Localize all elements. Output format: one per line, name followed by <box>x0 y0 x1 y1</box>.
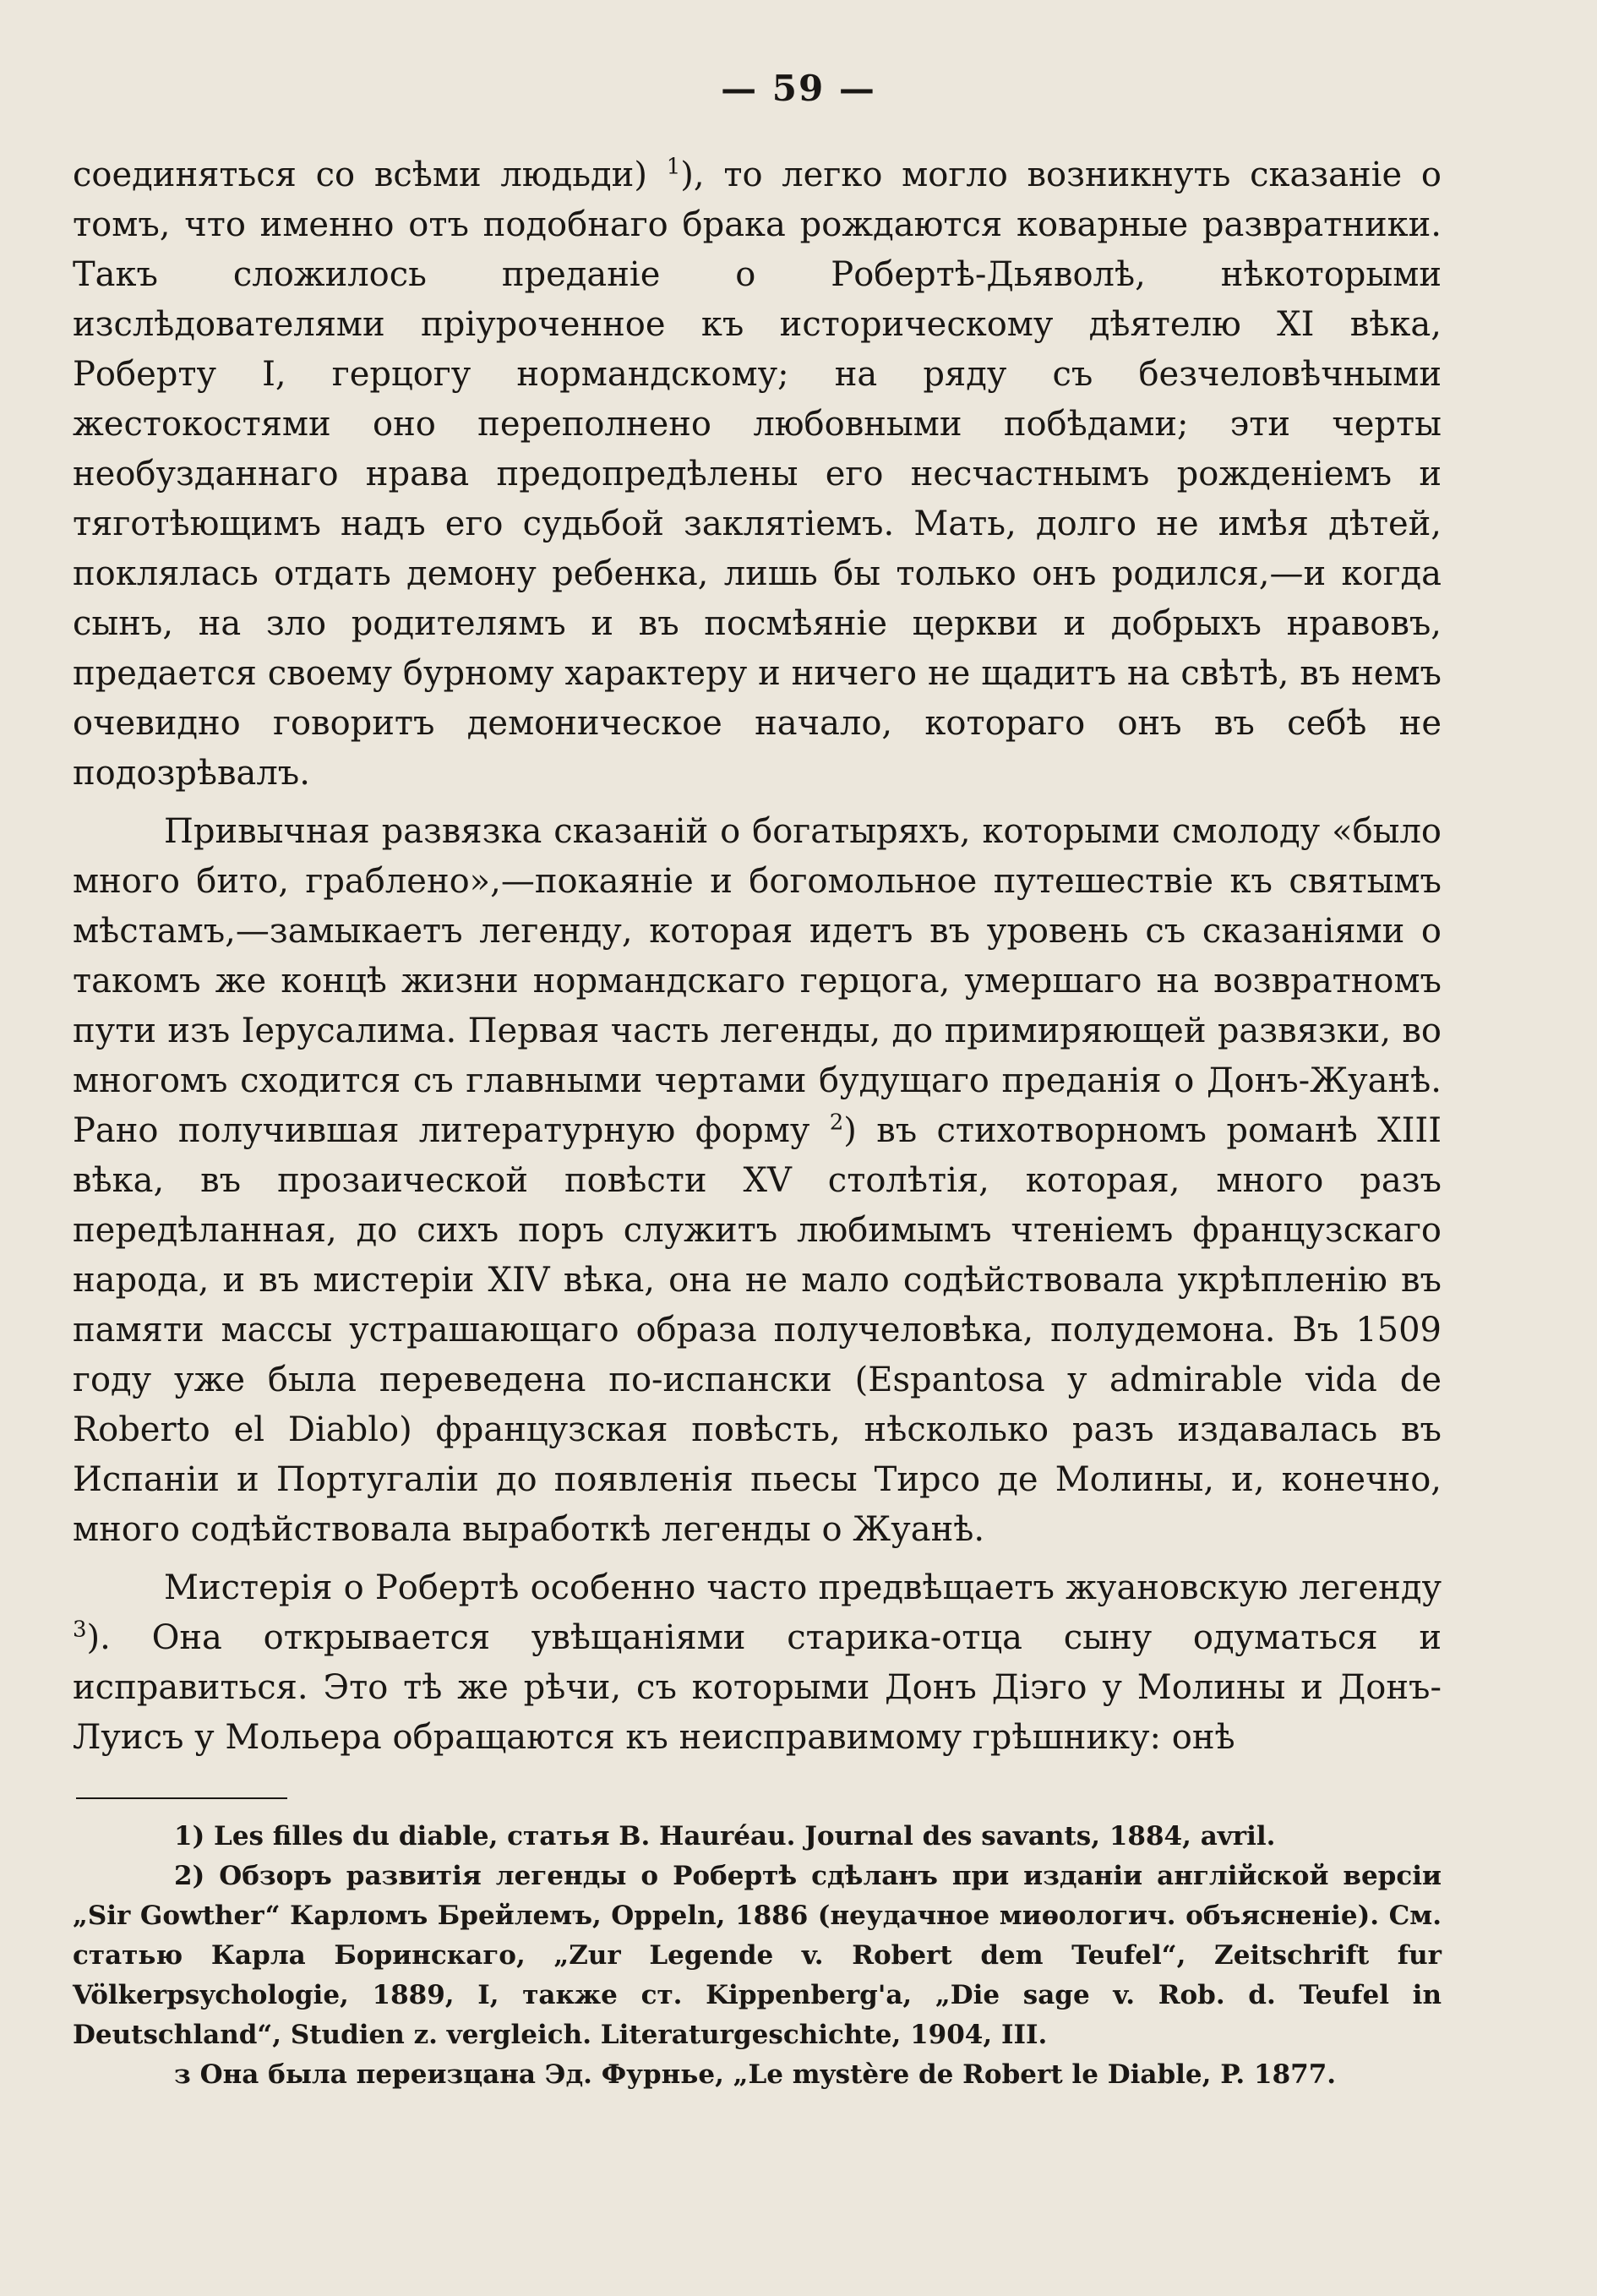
footnote-ref: 3 <box>73 1617 87 1643</box>
paragraph-text: , то легко могло возникнуть сказаніе о томъ, что именно отъ подобнаго брака рождаются коварные развратники. Такъ сложилось преданіе о Робертѣ-Дьяволѣ, нѣкоторыми изслѣдователями пріуроченное къ историческому дѣятелю XI вѣка, Роберту I, герцогу нормандскому; на ряду съ безчеловѣчными жестокостями оно переполнено любовными побѣдами; эти черты необузданнаго нрава предопредѣлены его несчастнымъ рожденіемъ и тяготѣющимъ надъ его судьбой заклятіемъ. Мать, долго не имѣя дѣтей, поклялась отдать демону ребенка, лишь бы только онъ родился,—и когда сынъ, на зло родителямъ и въ посмѣяніе церкви и добрыхъ нравовъ, предается своему бурному характеру и ничего не щадитъ на свѣтѣ, въ немъ очевидно говоритъ демоническое начало, котораго онъ въ себѣ не подозрѣвалъ. <box>73 155 1442 793</box>
paragraph: соединяться со всѣми людьди) $^1$), то легко могло возникнуть сказаніе о томъ, что именно отъ подобнаго брака рождаются коварные развратники. Такъ сложилось преданіе о Робертѣ-Дьяволѣ, нѣкоторыми изслѣдователями пріуроченное къ историческому дѣятелю XI вѣка, Роберту I, герцогу нормандскому; на ряду съ безчеловѣчными жестокостями оно переполнено любовными побѣдами; эти черты необузданнаго нрава предопредѣлены его несчастнымъ рожденіемъ и тяготѣющимъ надъ его судьбой заклятіемъ. Мать, долго не имѣя дѣтей, поклялась отдать демону ребенка, лишь бы только онъ родился,—и когда сынъ, на зло родителямъ и въ посмѣяніе церкви и добрыхъ нравовъ, предается своему бурному характеру и ничего не щадитъ на свѣтѣ, въ немъ очевидно говоритъ демоническое начало, котораго онъ въ себѣ не подозрѣвалъ. <box>73 154 1442 793</box>
footnote: 2) Обзоръ развитія легенды о Робертѣ сдѣланъ при изданіи англійской версіи „Sir Gowther“ Карломъ Брейлемъ, Oppeln, 1886 (неудачное миѳологич. объясненіе). См. статью Карла Боринскаго, „Zur Legende v. Robert dem Teufel“, Zeitschrift fur Völkerpsychologie, 1889, I, также ст. Kippenberg'a, „Die sage v. Rob. d. Teufel in Deutschland“, Studien z. vergleich. Literaturgeschichte, 1904, III. <box>73 1861 1442 2050</box>
footnote-ref: 1 <box>666 154 681 180</box>
paragraph-text: Привычная развязка сказаній о богатыряхъ, которыми смолоду «было много бито, граблено»,—покаяніе и богомольное путешествіе къ святымъ мѣстамъ,—замыкаетъ легенду, которая идетъ въ уровень съ сказаніями о такомъ же концѣ жизни нормандскаго герцога, умершаго на возвратномъ пути изъ Іерусалима. Первая часть легенды, до примиряющей развязки, во многомъ сходится съ главными чертами будущаго преданія о Донъ-Жуанѣ. Рано получившая литературную форму <box>73 812 1442 1150</box>
paragraph-text: . Она открывается увѣщаніями старика-отца сыну одуматься и исправиться. Это тѣ же рѣчи, съ которыми Донъ Діэго у Молины и Донъ-Луисъ у Мольера обращаются къ неисправимому грѣшнику: онѣ <box>73 1618 1442 1757</box>
footnote-ref: 2 <box>829 1110 844 1136</box>
footnote: з Она была переизцана Эд. Фурнье, „Le mystère de Robert le Diable, P. 1877. <box>174 2059 1337 2090</box>
footnote-divider <box>76 1797 287 1799</box>
paragraph-text: соединяться со всѣми людьди) <box>73 155 647 194</box>
paragraph-text: Мистерія о Робертѣ особенно часто предвѣщаетъ жуановскую легенду <box>164 1568 1442 1607</box>
footnotes <box>73 1817 1442 2095</box>
footnote: 1) Les filles du diable, статья B. Hauréau. Journal des savants, 1884, avril. <box>174 1821 1276 1852</box>
paragraph-text: въ стихотворномъ романѣ XIII вѣка, въ прозаической повѣсти XV столѣтія, которая, много разъ передѣланная, до сихъ поръ служитъ любимымъ чтеніемъ французскаго народа, и въ мистеріи XIV вѣка, она не мало содѣйствовала укрѣпленію въ памяти массы устрашающаго образа получеловѣка, полудемона. Въ 1509 году уже была переведена по-испански (Espantosa y admirable vida de Roberto el Diablo) французская повѣсть, нѣсколько разъ издавалась въ Испаніи и Португаліи до появленія пьесы Тирсо де Молины, и, конечно, много содѣйствовала выработкѣ легенды о Жуанѣ. <box>73 1111 1442 1549</box>
page-number: — 59 — <box>721 68 876 109</box>
paragraph: Привычная развязка сказаній о богатыряхъ, которыми смолоду «было много бито, граблено»,—покаяніе и богомольное путешествіе къ святымъ мѣстамъ,—замыкаетъ легенду, которая идетъ въ уровень съ сказаніями о такомъ же концѣ жизни нормандскаго герцога, умершаго на возвратномъ пути изъ Іерусалима. Первая часть легенды, до примиряющей развязки, во многомъ сходится съ главными чертами будущаго преданія о Донъ-Жуанѣ. Рано получившая литературную форму $^2$) въ стихотворномъ романѣ XIII вѣка, въ прозаической повѣсти XV столѣтія, которая, много разъ передѣланная, до сихъ поръ служитъ любимымъ чтеніемъ французскаго народа, и въ мистеріи XIV вѣка, она не мало содѣйствовала укрѣпленію въ памяти массы устрашающаго образа получеловѣка, полудемона. Въ 1509 году уже была переведена по-испански (Espantosa y admirable vida de Roberto el Diablo) французская повѣсть, нѣсколько разъ издавалась въ Испаніи и Португаліи до появленія пьесы Тирсо де Молины, и, конечно, много содѣйствовала выработкѣ легенды о Жуанѣ. <box>73 812 1442 1549</box>
paragraph: Мистерія о Робертѣ особенно часто предвѣщаетъ жуановскую легенду $^3$). Она открывается увѣщаніями старика-отца сыну одуматься и исправиться. Это тѣ же рѣчи, съ которыми Донъ Діэго у Молины и Донъ-Луисъ у Мольера обращаются къ неисправимому грѣшнику: онѣ <box>73 1568 1442 1757</box>
main-text <box>73 150 1442 1771</box>
